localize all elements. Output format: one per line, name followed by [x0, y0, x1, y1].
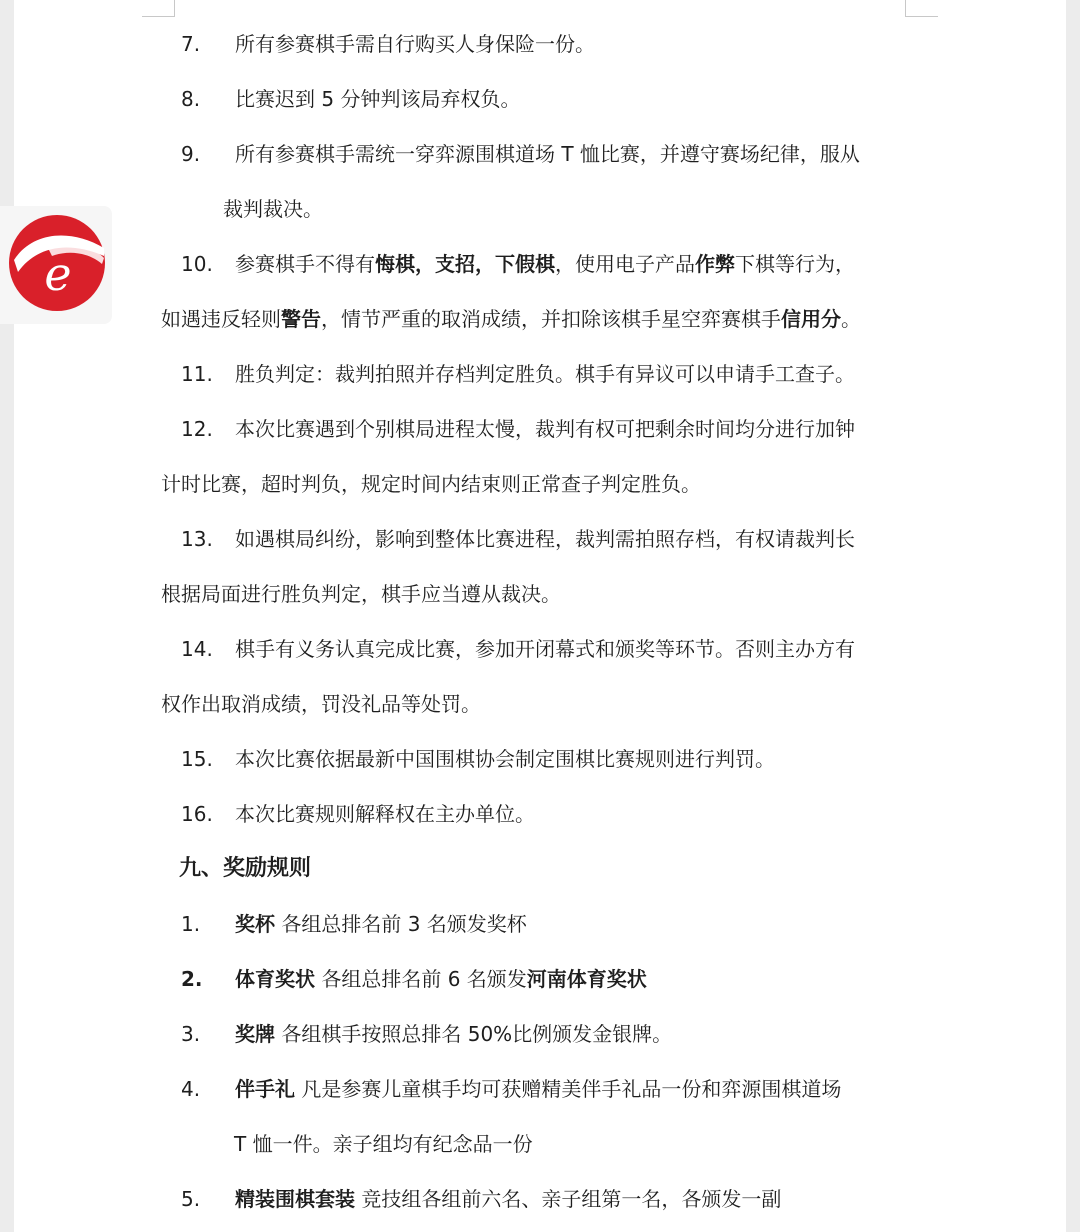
body-text: 所有参赛棋手需自行购买人身保险一份。 [235, 32, 595, 56]
list-number: 13. [181, 527, 213, 551]
list-number: 3. [181, 1022, 201, 1046]
rule-text [235, 252, 855, 276]
page-corner-mark-left [142, 0, 175, 17]
body-text: ，情节严重的取消成绩，并扣除该棋手星空弈赛棋手 [321, 307, 781, 331]
bold-text: 伴手礼 [235, 1077, 295, 1101]
e-logo-icon [8, 214, 106, 312]
page-corner-mark-right [905, 0, 938, 17]
list-number: 9. [181, 142, 201, 166]
rule-text [235, 637, 855, 661]
rule-text [235, 802, 535, 826]
body-text: 各组总排名前 3 名颁发奖杯 [275, 912, 527, 936]
body-text: 本次比赛规则解释权在主办单位。 [235, 802, 535, 826]
bold-text: 悔棋，支招，下假棋 [375, 252, 555, 276]
body-text: 所有参赛棋手需统一穿弈源围棋道场 T 恤比赛，并遵守赛场纪律，服从 [235, 142, 860, 166]
list-number: 11. [181, 362, 213, 386]
bold-text: 作弊 [695, 252, 735, 276]
list-number: 7. [181, 32, 201, 56]
bold-text: 奖杯 [235, 912, 275, 936]
list-number: 4. [181, 1077, 201, 1101]
body-text: 竞技组各组前六名、亲子组第一名，各颁发一副 [355, 1187, 782, 1211]
list-number: 2. [181, 967, 203, 991]
section-heading: 九、奖励规则 [179, 856, 312, 881]
bold-text: 信用分 [781, 307, 841, 331]
document-page [14, 0, 1066, 1232]
list-number: 14. [181, 637, 213, 661]
bold-text: 河南体育奖状 [526, 967, 647, 991]
body-text: ，使用电子产品 [555, 252, 695, 276]
rule-text-continued: 根据局面进行胜负判定，棋手应当遵从裁决。 [161, 582, 561, 606]
body-text: 各组总排名前 6 名颁发 [315, 967, 527, 991]
floating-app-badge[interactable] [0, 206, 112, 324]
list-number: 8. [181, 87, 201, 111]
body-text: 下棋等行为， [735, 252, 855, 276]
body-text: 。 [841, 307, 861, 331]
body-text: 各组棋手按照总排名 50%比例颁发金银牌。 [275, 1022, 673, 1046]
body-text: 胜负判定：裁判拍照并存档判定胜负。棋手有异议可以申请手工查子。 [235, 362, 855, 386]
rule-text [235, 527, 855, 551]
rule-text-continued: 计时比赛，超时判负，规定时间内结束则正常查子判定胜负。 [161, 472, 701, 496]
body-text: 如遇棋局纠纷，影响到整体比赛进程，裁判需拍照存档，有权请裁判长 [235, 527, 855, 551]
bold-text: 精装围棋套装 [235, 1187, 355, 1211]
rule-text-continued [161, 307, 861, 331]
rule-text [235, 142, 860, 166]
bold-text: 警告 [281, 307, 321, 331]
body-text: 棋手有义务认真完成比赛，参加开闭幕式和颁奖等环节。否则主办方有 [235, 637, 855, 661]
svg-text:e: e [44, 247, 72, 301]
body-text: 如遇违反轻则 [161, 307, 281, 331]
list-number: 1. [181, 912, 201, 936]
award-text-continued: T 恤一件。亲子组均有纪念品一份 [234, 1132, 533, 1156]
list-number: 15. [181, 747, 213, 771]
rule-text [235, 747, 775, 771]
rule-text-continued: 裁判裁决。 [223, 197, 323, 221]
award-text [235, 1187, 781, 1211]
list-number: 5. [181, 1187, 201, 1211]
award-text [235, 912, 527, 936]
body-text: 本次比赛依据最新中国围棋协会制定围棋比赛规则进行判罚。 [235, 747, 775, 771]
body-text: 参赛棋手不得有 [235, 252, 375, 276]
body-text: 比赛迟到 5 分钟判该局弃权负。 [235, 87, 521, 111]
award-text [235, 1022, 672, 1046]
rule-text [235, 417, 855, 441]
body-text: 凡是参赛儿童棋手均可获赠精美伴手礼品一份和弈源围棋道场 [295, 1077, 842, 1101]
award-text [235, 967, 647, 991]
rule-text [235, 87, 520, 111]
body-text: 本次比赛遇到个别棋局进程太慢，裁判有权可把剩余时间均分进行加钟 [235, 417, 855, 441]
bold-text: 奖牌 [235, 1022, 275, 1046]
list-number: 12. [181, 417, 213, 441]
list-number: 16. [181, 802, 213, 826]
rule-text [235, 32, 595, 56]
award-text [235, 1077, 841, 1101]
rule-text [235, 362, 855, 386]
rule-text-continued: 权作出取消成绩，罚没礼品等处罚。 [161, 692, 481, 716]
bold-text: 体育奖状 [235, 967, 315, 991]
list-number: 10. [181, 252, 213, 276]
